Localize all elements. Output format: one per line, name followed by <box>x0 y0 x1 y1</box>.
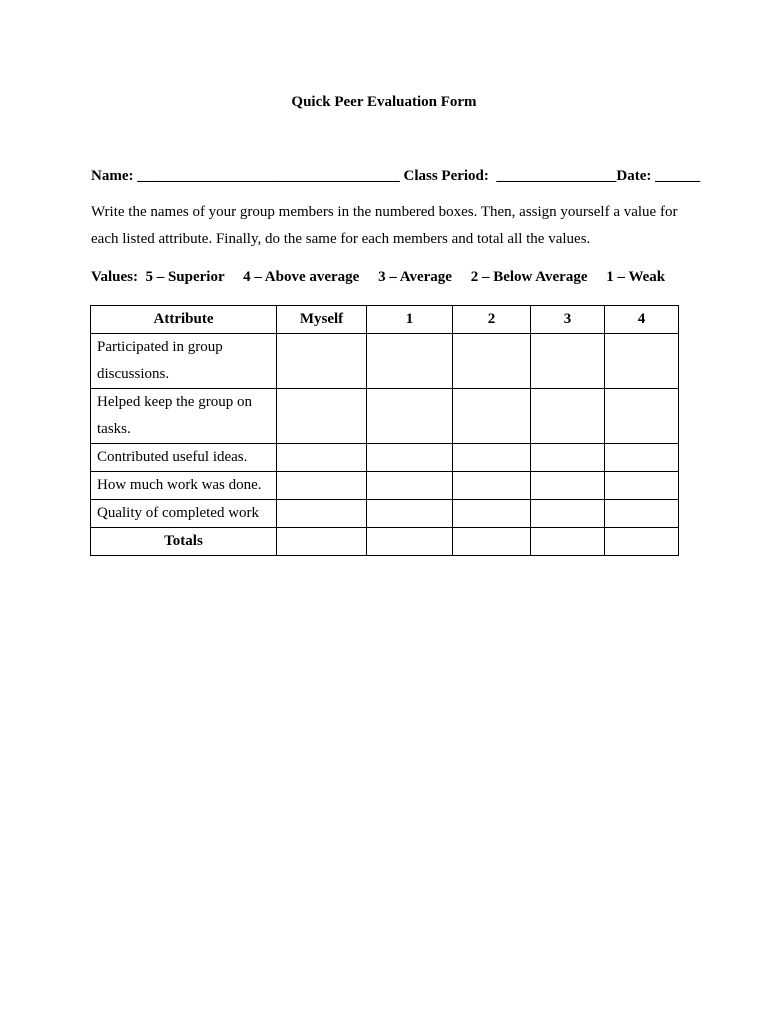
score-cell[interactable] <box>531 334 605 389</box>
score-cell[interactable] <box>367 389 453 444</box>
table-row <box>91 444 679 472</box>
score-cell[interactable] <box>367 500 453 528</box>
score-cell[interactable] <box>367 334 453 389</box>
score-cell[interactable] <box>277 389 367 444</box>
table-row <box>91 472 679 500</box>
score-cell[interactable] <box>531 472 605 500</box>
total-cell[interactable] <box>605 528 679 556</box>
score-cell[interactable] <box>605 472 679 500</box>
score-cell[interactable] <box>367 472 453 500</box>
score-cell[interactable] <box>277 334 367 389</box>
score-cell[interactable] <box>453 500 531 528</box>
score-cell[interactable] <box>605 389 679 444</box>
score-cell[interactable] <box>277 472 367 500</box>
total-cell[interactable] <box>531 528 605 556</box>
header-member-2: 2 <box>453 306 531 334</box>
score-cell[interactable] <box>605 444 679 472</box>
evaluation-table <box>90 305 679 556</box>
score-cell[interactable] <box>277 444 367 472</box>
name-class-date-line: Name: ___________________________________ Class Period: ________________Date: ______ <box>91 168 701 184</box>
page-title: Quick Peer Evaluation Form <box>291 94 477 110</box>
score-cell[interactable] <box>453 444 531 472</box>
totals-label: Totals <box>91 528 277 556</box>
attribute-cell: How much work was done. <box>91 472 277 500</box>
header-attribute: Attribute <box>91 306 277 334</box>
attribute-cell: Quality of completed work <box>91 500 277 528</box>
header-member-1: 1 <box>367 306 453 334</box>
score-cell[interactable] <box>367 444 453 472</box>
header-myself: Myself <box>277 306 367 334</box>
total-cell[interactable] <box>453 528 531 556</box>
score-cell[interactable] <box>453 389 531 444</box>
table-row <box>91 334 679 389</box>
values-legend: Values: 5 – Superior 4 – Above average 3 – Average 2 – Below Average 1 – Weak <box>91 269 666 285</box>
table-header-row <box>91 306 679 334</box>
total-cell[interactable] <box>277 528 367 556</box>
total-cell[interactable] <box>367 528 453 556</box>
header-member-4: 4 <box>605 306 679 334</box>
attribute-cell: Participated in group discussions. <box>91 334 277 389</box>
score-cell[interactable] <box>531 389 605 444</box>
score-cell[interactable] <box>605 334 679 389</box>
score-cell[interactable] <box>605 500 679 528</box>
attribute-cell: Helped keep the group on tasks. <box>91 389 277 444</box>
totals-row <box>91 528 679 556</box>
instructions-paragraph: Write the names of your group members in the numbered boxes. Then, assign yourself a value for each listed attribute. Finally, do the same for each members and total all the values. <box>91 204 678 247</box>
table-row <box>91 389 679 444</box>
score-cell[interactable] <box>453 472 531 500</box>
score-cell[interactable] <box>277 500 367 528</box>
attribute-cell: Contributed useful ideas. <box>91 444 277 472</box>
score-cell[interactable] <box>531 444 605 472</box>
header-member-3: 3 <box>531 306 605 334</box>
score-cell[interactable] <box>531 500 605 528</box>
table-row <box>91 500 679 528</box>
score-cell[interactable] <box>453 334 531 389</box>
